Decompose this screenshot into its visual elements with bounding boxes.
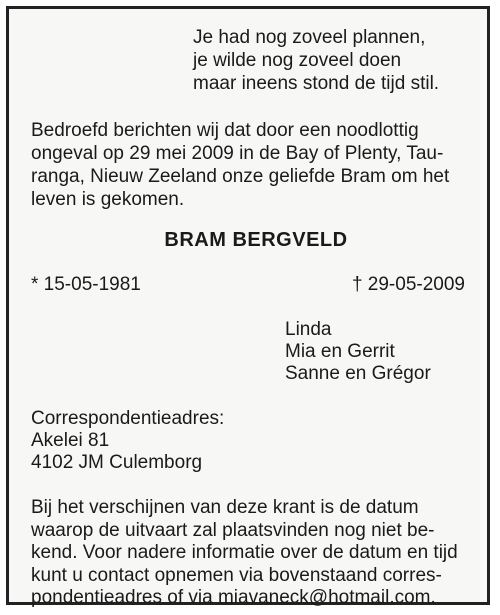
death-date: † 29-05-2009	[351, 274, 465, 295]
poem-line: je wilde nog zoveel doen	[193, 50, 402, 71]
closing-text	[31, 497, 486, 610]
family-member: Linda	[285, 319, 332, 340]
birth-date: * 15-05-1981	[31, 274, 141, 295]
closing-line: pondentieadres of via miavaneck@hotmail.com.	[31, 587, 436, 608]
deceased-name: BRAM BERGVELD	[164, 229, 348, 251]
announcement-line: ongeval op 29 mei 2009 in de Bay of Plenty, Tau-	[31, 143, 444, 164]
obituary-notice	[6, 6, 490, 608]
announcement-line: ranga, Nieuw Zeeland onze geliefde Bram om het	[31, 166, 450, 187]
correspondence-address	[31, 408, 224, 474]
family-names	[285, 319, 431, 385]
address-street: Akelei 81	[31, 430, 110, 451]
announcement-line: Bedroefd berichten wij dat door een noodlottig	[31, 120, 419, 141]
poem-line: Je had nog zoveel plannen,	[193, 27, 426, 48]
announcement-text	[31, 119, 481, 211]
address-heading: Correspondentieadres:	[31, 408, 225, 429]
announcement-line: leven is gekomen.	[31, 189, 185, 210]
closing-line: kunt u contact opnemen via bovenstaand corres-	[31, 564, 442, 586]
poem-verse	[193, 26, 439, 95]
closing-line: kend. Voor nadere informatie over de datum en tijd	[31, 542, 458, 563]
poem-line: maar ineens stond de tijd stil.	[193, 73, 440, 94]
closing-line: Bij het verschijnen van deze krant is de datum	[31, 497, 419, 518]
family-member: Mia en Gerrit	[285, 341, 395, 362]
family-member: Sanne en Grégor	[285, 363, 431, 384]
closing-line: waarop de uitvaart zal plaatsvinden nog niet be-	[31, 519, 435, 541]
address-city: 4102 JM Culemborg	[31, 452, 203, 473]
